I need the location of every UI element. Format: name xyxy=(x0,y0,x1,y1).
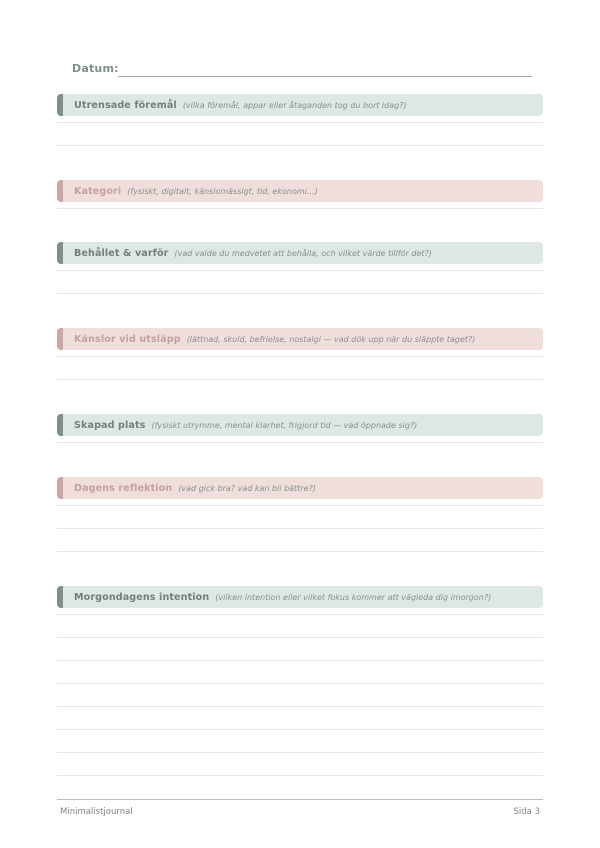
section-title: Kategori xyxy=(74,185,122,197)
section-category xyxy=(57,180,543,202)
write-line[interactable] xyxy=(57,505,543,506)
date-write-line[interactable] xyxy=(118,76,532,77)
section-tomorrow-intention xyxy=(57,586,543,608)
write-line[interactable] xyxy=(57,752,543,753)
section-removed-items xyxy=(57,94,543,116)
section-hint: (vilken intention eller vilket fokus kommer att vägleda dig imorgon?) xyxy=(215,592,492,602)
write-line[interactable] xyxy=(57,270,543,271)
section-header xyxy=(57,477,543,499)
footer-divider xyxy=(57,799,543,800)
write-line[interactable] xyxy=(57,442,543,443)
section-kept-and-why xyxy=(57,242,543,264)
write-line[interactable] xyxy=(57,683,543,684)
write-line[interactable] xyxy=(57,775,543,776)
write-line[interactable] xyxy=(57,729,543,730)
section-header xyxy=(57,94,543,116)
section-accent-bar xyxy=(57,94,63,116)
section-header xyxy=(57,328,543,350)
write-line[interactable] xyxy=(57,356,543,357)
section-hint: (vilka föremål, appar eller åtaganden tog du bort idag?) xyxy=(182,100,407,110)
section-accent-bar xyxy=(57,477,63,499)
section-hint: (vad valde du medvetet att behålla, och vilket värde tillför det?) xyxy=(174,248,432,258)
section-feelings xyxy=(57,328,543,350)
write-line[interactable] xyxy=(57,379,543,380)
write-line[interactable] xyxy=(57,528,543,529)
section-title: Utrensade föremål xyxy=(74,99,177,111)
write-line[interactable] xyxy=(57,614,543,615)
date-row xyxy=(72,62,532,80)
write-line[interactable] xyxy=(57,637,543,638)
write-line[interactable] xyxy=(57,145,543,146)
footer-page-number: Sida 3 xyxy=(513,807,540,817)
section-accent-bar xyxy=(57,180,63,202)
section-title: Känslor vid utsläpp xyxy=(74,333,181,345)
section-hint: (fysiskt utrymme, mental klarhet, frigjord tid — vad öppnade sig?) xyxy=(151,420,418,430)
write-line[interactable] xyxy=(57,660,543,661)
section-accent-bar xyxy=(57,328,63,350)
section-hint: (vad gick bra? vad kan bli bättre?) xyxy=(178,483,316,493)
section-title: Behållet & varför xyxy=(74,247,169,259)
write-line[interactable] xyxy=(57,293,543,294)
section-daily-reflection xyxy=(57,477,543,499)
footer-journal-name: Minimalistjournal xyxy=(60,807,133,817)
section-accent-bar xyxy=(57,414,63,436)
section-header xyxy=(57,414,543,436)
section-accent-bar xyxy=(57,242,63,264)
section-title: Dagens reflektion xyxy=(74,482,173,494)
write-line[interactable] xyxy=(57,551,543,552)
section-hint: (lättnad, skuld, befrielse, nostalgi — vad dök upp när du släppte taget?) xyxy=(186,334,476,344)
section-hint: (fysiskt, digitalt, känslomässigt, tid, ekonomi...) xyxy=(127,186,318,196)
section-title: Morgondagens intention xyxy=(74,591,210,603)
write-line[interactable] xyxy=(57,208,543,209)
section-accent-bar xyxy=(57,586,63,608)
section-header xyxy=(57,242,543,264)
write-line[interactable] xyxy=(57,122,543,123)
section-title: Skapad plats xyxy=(74,419,146,431)
write-line[interactable] xyxy=(57,706,543,707)
section-header xyxy=(57,180,543,202)
section-created-space xyxy=(57,414,543,436)
section-header xyxy=(57,586,543,608)
date-label: Datum: xyxy=(72,62,119,75)
